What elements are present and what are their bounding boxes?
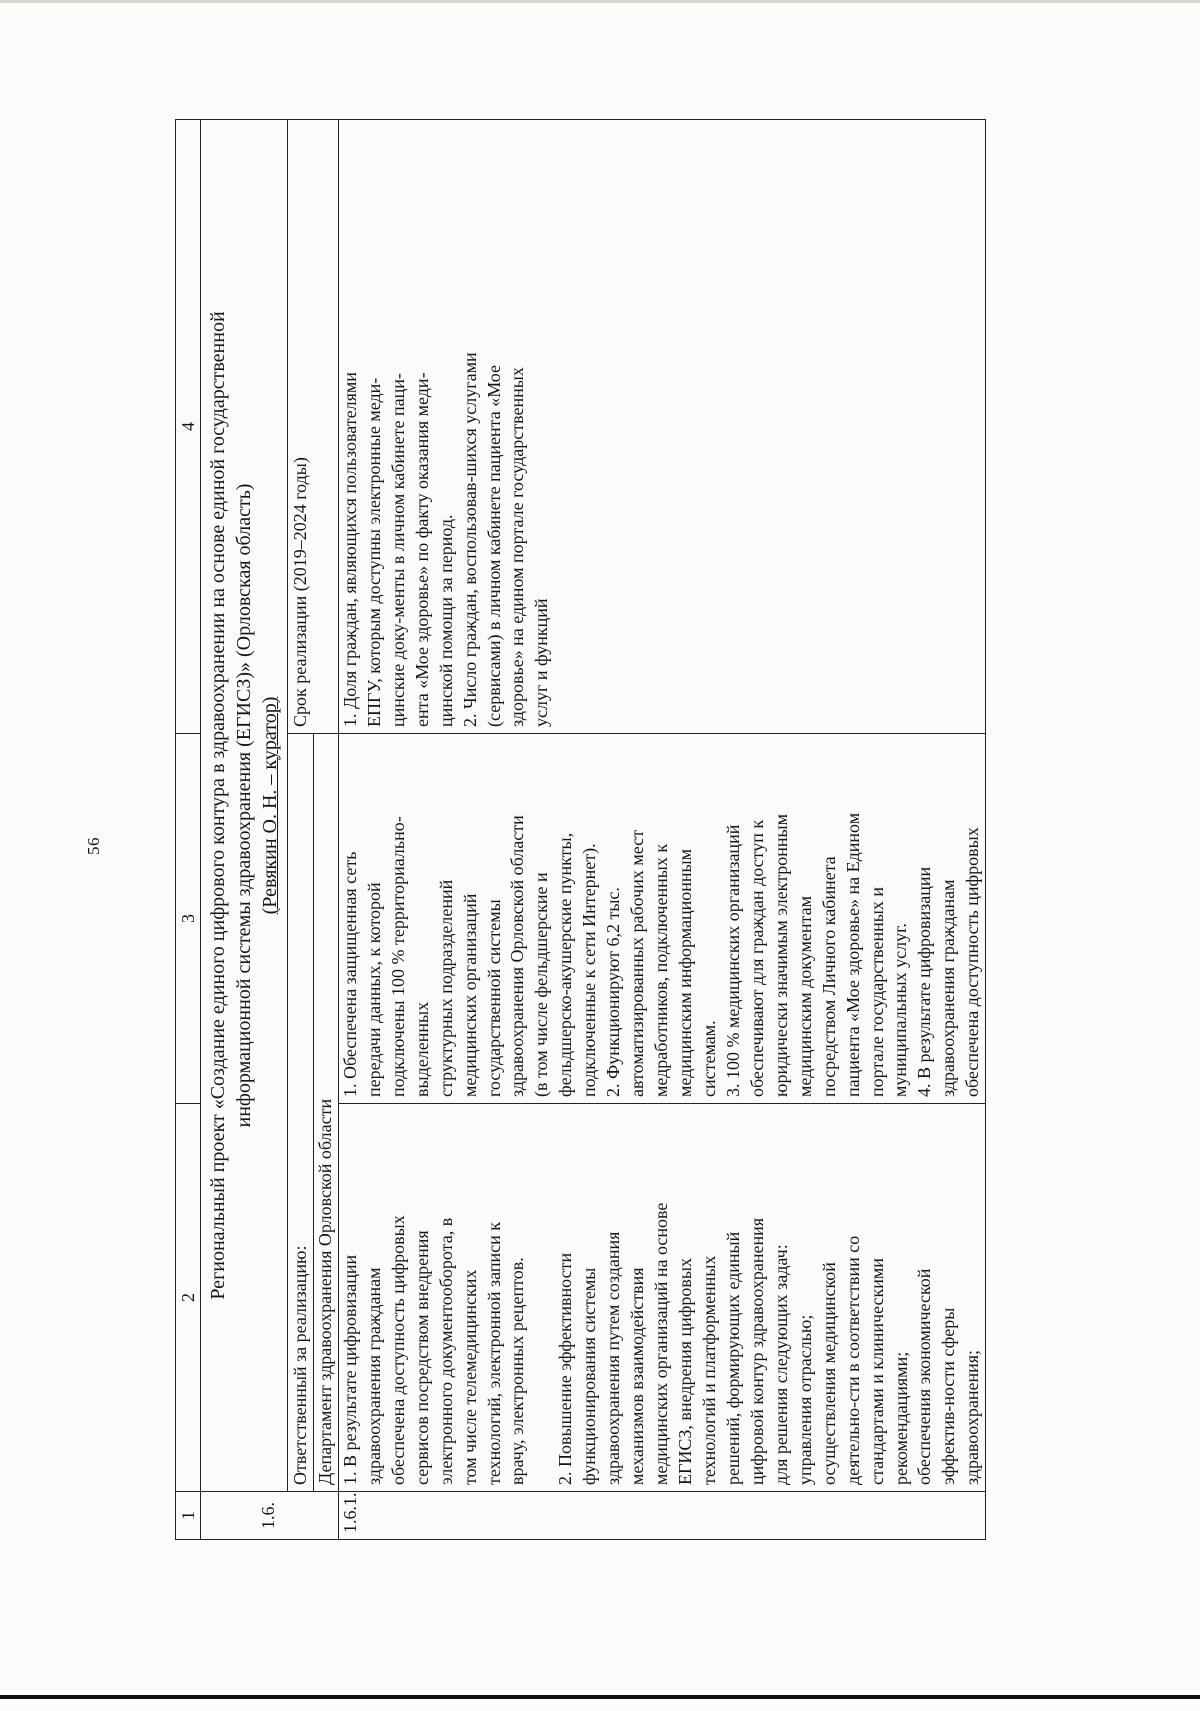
task-line: технологий и платформенных bbox=[699, 1255, 719, 1485]
task-line: решений, формирующих единый bbox=[722, 1231, 743, 1485]
result-line: (в том числе фельдшерские и bbox=[531, 872, 552, 1097]
result-line: медицинских организаций bbox=[459, 893, 480, 1097]
column-header-3: 3 bbox=[176, 734, 201, 1104]
indicator-line: цинской помощи за период. bbox=[435, 514, 456, 727]
task-line: обеспечения экономической bbox=[914, 1268, 935, 1485]
task-line: обеспечена доступность цифровых bbox=[387, 1215, 408, 1485]
task-line: медицинских организаций на основе bbox=[651, 1202, 672, 1485]
responsible-row bbox=[288, 120, 314, 1540]
project-title-row bbox=[201, 120, 288, 1540]
task-line: 2. Повышение эффективности bbox=[555, 1252, 576, 1485]
task-line: здравоохранения путем создания bbox=[603, 1231, 624, 1485]
project-title-line: Региональный проект «Создание единого цифрового контура в здравоохранении на основе единой государственной bbox=[207, 311, 229, 1300]
result-line: выделенных bbox=[411, 1001, 432, 1097]
results-cell bbox=[338, 734, 985, 1104]
project-table bbox=[175, 119, 986, 1540]
task-line: электронного документооборота, в bbox=[435, 1217, 456, 1485]
page-top-edge bbox=[0, 0, 1200, 3]
row-number: 1.6.1. bbox=[338, 1492, 985, 1540]
result-line: медицинским информационным bbox=[675, 848, 695, 1097]
task-line: том числе телемедицинских bbox=[459, 1269, 480, 1485]
indicator-line: услуг и функций bbox=[531, 598, 552, 727]
responsible-department: Департамент здравоохранения Орловской области bbox=[313, 734, 338, 1492]
task-line: сервисов посредством внедрения bbox=[411, 1230, 432, 1485]
task-line: функционирования системы bbox=[579, 1267, 600, 1485]
result-line: системам. bbox=[698, 1020, 719, 1097]
task-line: эффектив-ности сферы bbox=[938, 1307, 959, 1485]
page-bottom-edge bbox=[0, 1695, 1200, 1699]
result-line: муниципальных услуг. bbox=[890, 923, 911, 1097]
task-line: ЕГИСЗ, внедрения цифровых bbox=[675, 1257, 696, 1485]
column-header-2: 2 bbox=[176, 1104, 201, 1492]
task-line-spacer bbox=[530, 1110, 554, 1485]
task-line: 1. В результате цифровизации bbox=[339, 1254, 360, 1485]
task-line: механизмов взаимодействия bbox=[627, 1267, 648, 1485]
result-line: 1. Обеспечена защищенная сеть bbox=[339, 851, 360, 1097]
result-line: портале государственных и bbox=[866, 887, 887, 1097]
task-line: стандартами и клиническими bbox=[866, 1258, 887, 1485]
column-header-4: 4 bbox=[176, 120, 201, 734]
project-number: 1.6. bbox=[201, 1492, 339, 1540]
responsible-label: Ответственный за реализацию: bbox=[288, 734, 314, 1492]
task-line: для решения следующих задач: bbox=[770, 1244, 791, 1485]
result-line: медицинским документам bbox=[794, 896, 815, 1097]
task-line: деятельно-сти в соответствии со bbox=[842, 1235, 863, 1485]
task-line: здравоохранения гражданам bbox=[363, 1267, 384, 1485]
result-line: автоматизированных рабочих мест bbox=[627, 829, 648, 1097]
indicator-line: здоровье» на едином портале государственных bbox=[507, 367, 528, 727]
result-line: подключены 100 % территориально- bbox=[387, 816, 408, 1097]
task-line: рекомендациями; bbox=[890, 1351, 911, 1485]
result-line: посредством Личного кабинета bbox=[818, 856, 839, 1097]
project-title-line: информационной системы здравоохранения (ЕГИСЗ)» (Орловская область) bbox=[233, 483, 255, 1128]
result-line: здравоохранения гражданам bbox=[938, 879, 959, 1097]
indicators-cell bbox=[338, 120, 985, 734]
implementation-term: Срок реализации (2019–2024 годы) bbox=[288, 120, 339, 734]
result-line: 4. В результате цифровизации bbox=[914, 866, 935, 1097]
task-row bbox=[338, 120, 985, 1540]
result-line: обеспечена доступность цифровых bbox=[962, 827, 983, 1097]
task-line: осуществления медицинской bbox=[818, 1262, 839, 1485]
result-line: медработников, подключенных к bbox=[651, 843, 672, 1097]
indicator-line: ЕПГУ, которым доступны электронные меди- bbox=[363, 377, 384, 727]
result-line: здравоохранения Орловской области bbox=[507, 815, 528, 1097]
indicator-line: 2. Число граждан, воспользовав-шихся услугами bbox=[459, 352, 480, 727]
project-curator: (Ревякин О. Н. – куратор) bbox=[259, 696, 281, 915]
result-line: структурных подразделений bbox=[435, 879, 456, 1097]
result-line: государственной системы bbox=[483, 899, 504, 1097]
column-header-1: 1 bbox=[176, 1492, 201, 1540]
page-number: 56 bbox=[84, 837, 103, 855]
task-line: управления отраслью; bbox=[794, 1314, 815, 1485]
result-line: обеспечивают для граждан доступ к bbox=[746, 819, 767, 1097]
indicator-line: ента «Мое здоровье» по факту оказания меди- bbox=[411, 372, 432, 727]
rotated-table-area bbox=[175, 120, 1200, 1540]
task-line: цифровой контур здравоохранения bbox=[746, 1217, 767, 1485]
indicator-line: (сервисами) в личном кабинете пациента «Мое bbox=[483, 365, 504, 727]
tasks-cell bbox=[338, 1104, 985, 1492]
indicator-line: цинские доку-менты в личном кабинете паци- bbox=[387, 373, 408, 727]
result-line: юридически значимым электронным bbox=[770, 813, 791, 1097]
task-line: технологий, электронной записи к bbox=[483, 1221, 504, 1485]
result-line: подключенные к сети Интернет). bbox=[579, 843, 600, 1097]
indicator-line: 1. Доля граждан, являющихся пользователями bbox=[339, 372, 360, 727]
result-line: 2. Функционируют 6,2 тыс. bbox=[603, 887, 624, 1097]
column-header-row bbox=[176, 120, 201, 1540]
result-line: 3. 100 % медицинских организаций bbox=[722, 824, 743, 1097]
project-title bbox=[201, 120, 288, 1492]
task-line: здравоохранения; bbox=[962, 1349, 983, 1485]
result-line: передачи данных, к которой bbox=[363, 882, 384, 1097]
result-line: фельдшерско-акушерские пункты, bbox=[555, 832, 576, 1097]
task-line: врачу, электронных рецептов. bbox=[507, 1257, 528, 1485]
result-line: пациента «Мое здоровье» на Едином bbox=[842, 812, 863, 1097]
